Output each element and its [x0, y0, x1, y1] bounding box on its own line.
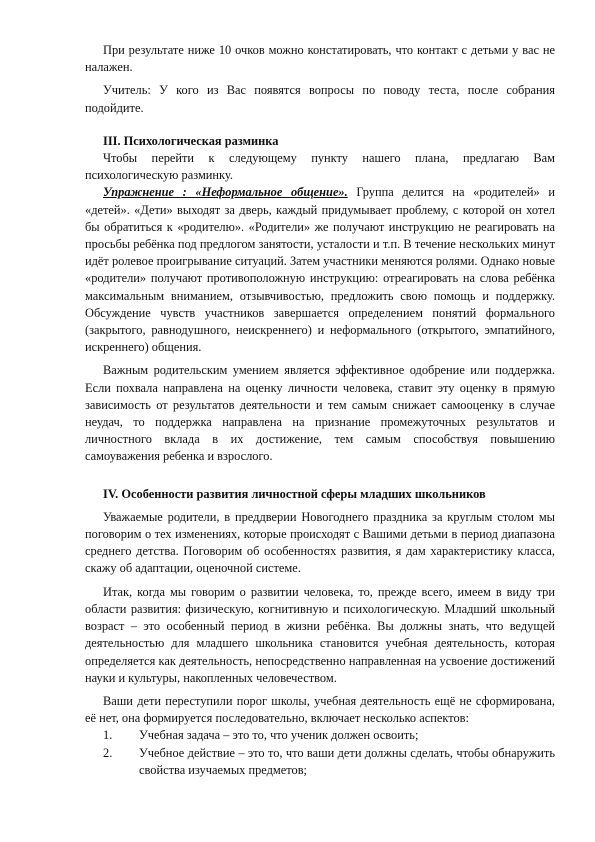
list-item-text: Учебная задача – это то, что ученик должен освоить;	[139, 728, 419, 743]
exercise-label: Упражнение : «Неформальное общение».	[103, 185, 348, 200]
paragraph-teacher: Учитель: У кого из Вас появятся вопросы по поводу теста, после собрания подойдите.	[85, 83, 555, 115]
section-3-intro: Чтобы перейти к следующему пункту нашего плана, предлагаю Вам психологическую разминку.	[85, 151, 555, 183]
support-paragraph: Важным родительским умением является эффективное одобрение или поддержка. Если похвала направлена на оценку личности человека, ставит эту оценку в прямую зависимость от результатов деятельности и тем самым снижает самооценку в случае неудач, то поддержка направлена на признание промежуточных результатов и личностного вклада в их достижение, тем самым способствуя повышению самоуважения ребенка и взрослого.	[85, 363, 555, 464]
exercise-text: Группа делится на «родителей» и «детей». «Дети» выходят за дверь, каждый придумывает проблему, с которой он хотел бы обратиться к «родителю». «Родители» же получают инструкцию не реагировать на просьбы ребёнка под предлогом занятости, усталости и т.п. В течение нескольких минут идёт ролевое проигрывание ситуаций. Затем участники меняются ролями. Однако новые «родители» получают противоположную инструкцию: отреагировать на слова ребёнка максимальным вниманием, отзывчивостью, предложить свою помощь и поддержку. Обсуждение чувств участников завершается определением понятий формального (закрытого, равнодушного, неискреннего) и неформального (открытого, эмпатийного, искреннего) общения.	[85, 185, 555, 355]
document-page	[85, 42, 555, 779]
list-item-text: Учебное действие – это то, что ваши дети должны сделать, чтобы обнаружить свойства изучаемых предметов;	[139, 745, 555, 777]
paragraph-result: При результате ниже 10 очков можно констатировать, что контакт с детьми у вас не налажен.	[85, 43, 555, 75]
section-4-heading: IV. Особенности развития личностной сферы младших школьников	[103, 486, 486, 501]
section-4-paragraph-3: Ваши дети переступили порог школы, учебная деятельность ещё не сформирована, её нет, она формируется последовательно, включает несколько аспектов:	[85, 693, 555, 726]
section-3-heading: III. Психологическая разминка	[103, 133, 279, 148]
list-item-number: 2.	[103, 745, 113, 760]
section-4-paragraph-2: Итак, когда мы говорим о развитии человека, то, прежде всего, имеем в виду три области развития: физическую, когнитивную и психологическую. Младший школьный возраст – это особенный период в жизни ребёнка. Вы должны знать, что ведущей деятельностью для младшего школьника становится учебная деятельность, которая определяется как деятельность, непосредственно направленная на усвоение достижений науки и культуры, накопленных человечеством.	[85, 584, 555, 685]
list-item	[85, 727, 555, 744]
exercise-paragraph	[85, 184, 555, 356]
list-item-number: 1.	[103, 728, 113, 743]
section-4-paragraph-1: Уважаемые родители, в преддверии Новогоднего праздника за круглым столом мы поговорим о тех изменениях, которые происходят с Вашими детьми в период диапазона среднего детства. Поговорим об особенностях развития, я дам характеристику класса, скажу об адаптации, оценочной системе.	[85, 509, 555, 576]
list-item	[85, 745, 555, 779]
